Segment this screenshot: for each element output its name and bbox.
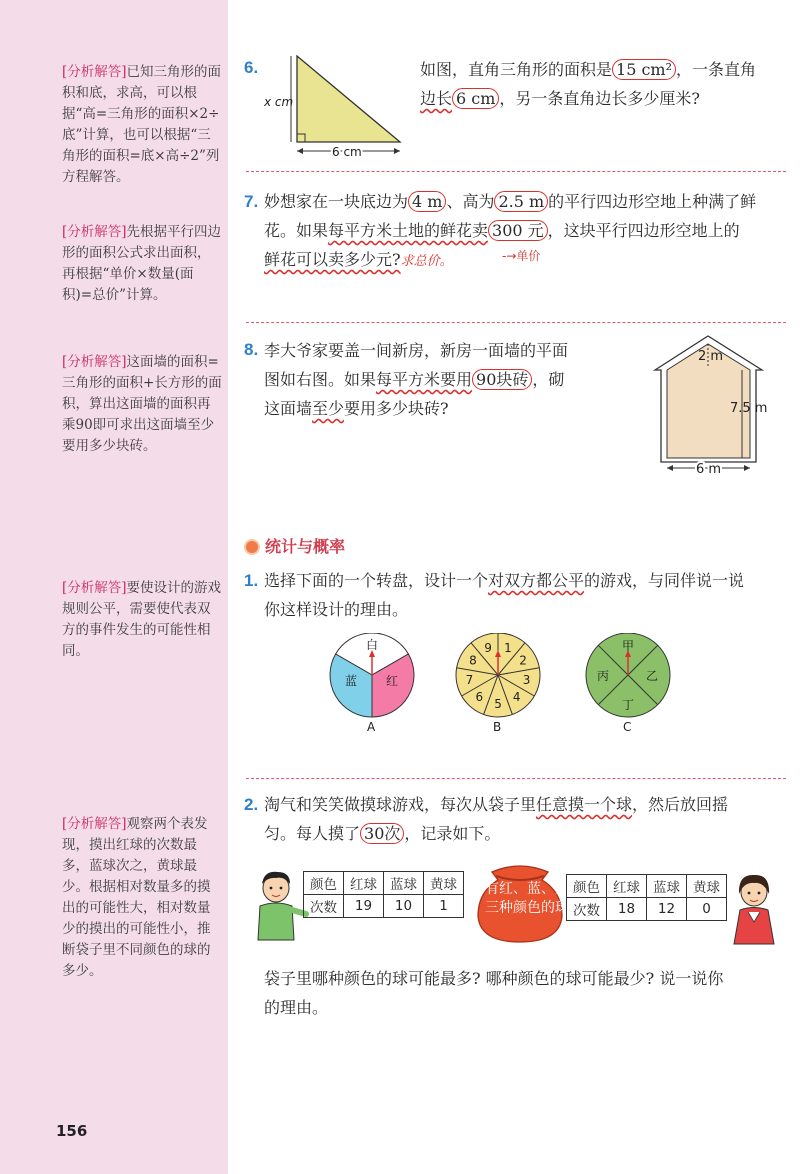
question-6-text: 如图，直角三角形的面积是 15 cm² ，一条直角 边长 6 cm ，另一条直角边长多少厘米? bbox=[420, 60, 757, 108]
bag-label: 有红、蓝、黄三种颜色的球 bbox=[485, 881, 569, 916]
wheel-b-number: 4 bbox=[512, 690, 521, 705]
stat-question-2-prompt: 袋子里哪种颜色的球可能最多? 哪种颜色的球可能最少? 说一说你 的理由。 bbox=[264, 969, 724, 1017]
wheel-b-number: 8 bbox=[469, 653, 477, 668]
question-7-number: 7. bbox=[244, 192, 259, 211]
spinner-wheel-c bbox=[584, 633, 674, 733]
record-table-left bbox=[303, 871, 464, 918]
side-x-label: x cm bbox=[264, 95, 294, 109]
base-highlight: 4 m bbox=[408, 191, 446, 212]
unit-price-note: -→单价 bbox=[502, 249, 541, 263]
page-number: 156 bbox=[56, 1122, 88, 1140]
roof-height-label: 2 m bbox=[698, 349, 724, 364]
wheel-c-sector-ding: 丁 bbox=[622, 698, 635, 712]
right-triangle-figure bbox=[262, 50, 412, 162]
wall-base-label: 6 m bbox=[696, 462, 722, 475]
price-highlight: 300 元 bbox=[488, 220, 548, 241]
wheel-b-number: 9 bbox=[484, 640, 492, 655]
boy-illustration bbox=[250, 868, 310, 944]
stat-question-1-text: 选择下面的一个转盘，设计一个对双方都公平的游戏，与同伴说一说 你这样设计的理由。 bbox=[264, 571, 745, 619]
times-highlight: 30次 bbox=[360, 823, 404, 844]
spinner-wheel-a bbox=[328, 633, 418, 733]
table-header-row: 颜色 红球 蓝球 黄球 bbox=[304, 872, 464, 895]
side-highlight: 6 cm bbox=[452, 88, 499, 109]
question-8-text: 李大爷家要盖一间新房，新房一面墙的平面 图如右图。如果每平方米要用 90块砖 ，砌 这面墙至少要用多少块砖? bbox=[264, 341, 569, 418]
wheel-b-number: 6 bbox=[475, 690, 484, 705]
analysis-note-3: [分析解答]这面墙的面积=三角形的面积+长方形的面积，算出这面墙的面积再乘90即可求出这面墙至少要用多少块砖。 bbox=[62, 354, 222, 454]
spinner-wheel-b bbox=[454, 633, 544, 733]
question-8-number: 8. bbox=[244, 340, 259, 359]
stat-question-1-number: 1. bbox=[244, 571, 259, 590]
analysis-note-5: [分析解答]观察两个表发现，摸出红球的次数最多，蓝球次之，黄球最少。根据相对数量多的摸出的可能性大，相对数量少的摸出的可能性小，推断袋子里不同颜色的球的多少。 bbox=[62, 816, 211, 979]
table-row: 次数 18 12 0 bbox=[567, 898, 727, 921]
house-wall-figure bbox=[652, 330, 782, 475]
table-header-row: 颜色 红球 蓝球 黄球 bbox=[567, 875, 727, 898]
girl-illustration bbox=[728, 872, 784, 946]
divider bbox=[246, 322, 786, 323]
wheel-b-number: 7 bbox=[465, 673, 474, 688]
record-table-right bbox=[566, 874, 727, 921]
wheel-a-sector-red: 红 bbox=[386, 674, 399, 688]
table-row: 次数 19 10 1 bbox=[304, 895, 464, 918]
wheel-b-number: 3 bbox=[522, 673, 531, 688]
wheel-a-sector-blue: 蓝 bbox=[345, 674, 358, 688]
analysis-note-1: [分析解答]已知三角形的面积和底，求高，可以根据“高=三角形的面积×2÷底”计算，也可以根据“三角形的面积=底×高÷2”列方程解答。 bbox=[62, 64, 222, 185]
wheel-b-number: 2 bbox=[519, 653, 527, 668]
wheel-b-label: B bbox=[493, 720, 502, 733]
wheel-a-label: A bbox=[367, 720, 376, 733]
divider bbox=[246, 778, 786, 779]
wall-height-label: 7.5 m bbox=[730, 401, 768, 416]
section-title: 统计与概率 bbox=[246, 534, 345, 557]
wheel-c-label: C bbox=[623, 720, 632, 733]
wheel-c-sector-bing: 丙 bbox=[597, 669, 610, 683]
analysis-note-4: [分析解答]要使设计的游戏规则公平，需要使代表双方的事件发生的可能性相同。 bbox=[62, 580, 222, 659]
bricks-highlight: 90块砖 bbox=[472, 369, 532, 390]
total-note: 求总价。 bbox=[400, 254, 453, 269]
question-7-text: 妙想家在一块底边为 4 m 、高为 2.5 m 的平行四边形空地上种满了鲜 花。如果每平方米土地的鲜花卖 300 元 ，这块平行四边形空地上的 鲜花可以卖多少元?求总价。 bbox=[264, 192, 757, 269]
wheel-a-sector-white: 白 bbox=[366, 638, 379, 652]
wheel-c-sector-yi: 乙 bbox=[646, 669, 659, 683]
base-label: 6 cm bbox=[332, 145, 362, 159]
analysis-note-2: [分析解答]先根据平行四边形的面积公式求出面积，再根据“单价×数量(面积)=总价”计算。 bbox=[62, 224, 222, 303]
height-highlight: 2.5 m bbox=[494, 191, 548, 212]
area-highlight: 15 cm² bbox=[612, 59, 676, 80]
wheel-c-sector-jia: 甲 bbox=[622, 639, 635, 653]
divider bbox=[246, 171, 786, 172]
wheel-b-number: 1 bbox=[504, 640, 512, 655]
stat-question-2-text: 淘气和笑笑做摸球游戏，每次从袋子里任意摸一个球，然后放回摇 匀。每人摸了 30次 ，记录如下。 bbox=[264, 795, 729, 843]
stat-question-2-number: 2. bbox=[244, 795, 259, 814]
wheel-b-number: 5 bbox=[494, 697, 502, 711]
bullet-icon bbox=[246, 541, 258, 553]
question-6-number: 6. bbox=[244, 58, 259, 77]
